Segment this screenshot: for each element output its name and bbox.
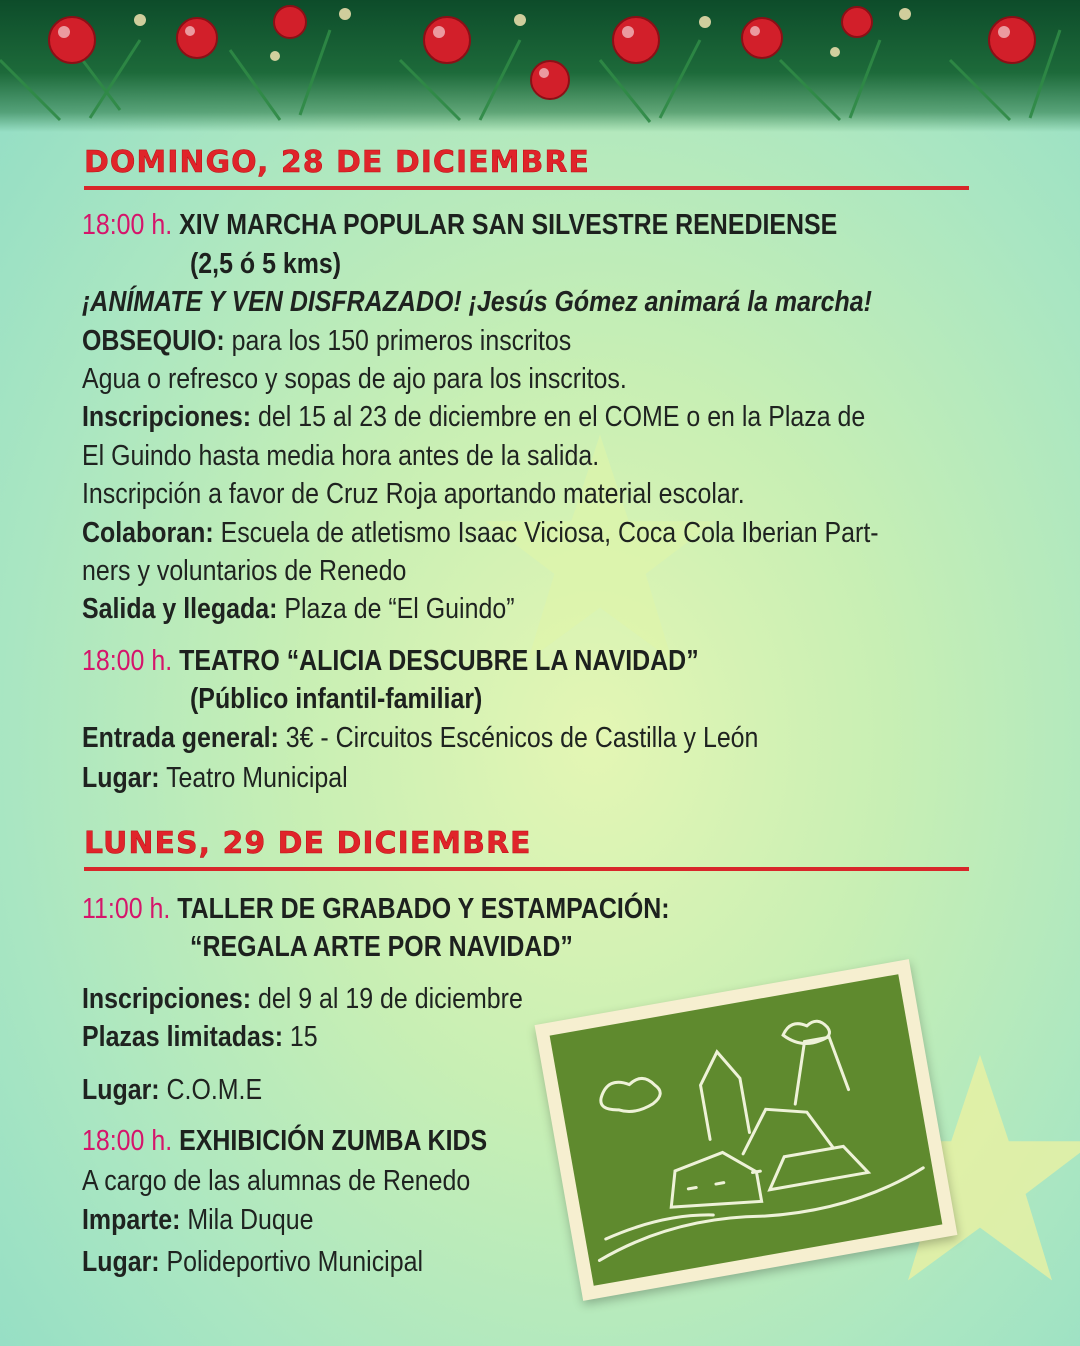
start-finish-label: Salida y llegada: <box>82 593 278 625</box>
event-heading <box>82 1122 487 1160</box>
redcross-line: Inscripción a favor de Cruz Roja aportando material escolar. <box>82 478 745 510</box>
day-title: DOMINGO, 28 DE DICIEMBRE <box>84 145 969 190</box>
event-time: 18:00 h. <box>82 1125 173 1157</box>
collaborators-line <box>82 514 879 552</box>
place-text: Polideportivo Municipal <box>159 1246 423 1278</box>
ornaments-illustration <box>0 0 1080 132</box>
event-subtitle: (Público infantil-familiar) <box>190 683 483 715</box>
event-title: TALLER DE GRABADO Y ESTAMPACIÓN: <box>177 893 670 925</box>
entry-text: 3€ - Circuitos Escénicos de Castilla y León <box>278 722 759 754</box>
entry-label: Entrada general: <box>82 722 279 754</box>
event-time: 11:00 h. <box>82 893 171 925</box>
registration-label: Inscripciones: <box>82 983 252 1015</box>
collaborators-text: Escuela de atletismo Isaac Viciosa, Coca Cola Iberian Part- <box>213 517 879 549</box>
entry-line <box>82 719 758 757</box>
event-title: EXHIBICIÓN ZUMBA KIDS <box>179 1125 488 1157</box>
event-subtitle: “REGALA ARTE POR NAVIDAD” <box>190 931 573 963</box>
day-title: LUNES, 29 DE DICIEMBRE <box>84 826 969 871</box>
place-label: Lugar: <box>82 1246 160 1278</box>
event-time: 18:00 h. <box>82 645 173 677</box>
collaborators-label: Colaboran: <box>82 517 214 549</box>
christmas-garland-banner <box>0 0 1080 132</box>
event-heading <box>82 890 670 928</box>
engraving-village-illustration <box>550 974 943 1286</box>
start-finish-line <box>82 590 515 628</box>
event-slogan: ¡ANÍMATE Y VEN DISFRAZADO! ¡Jesús Gómez animará la marcha! <box>82 286 872 318</box>
event-heading <box>82 206 837 244</box>
day-header-sunday <box>84 145 969 190</box>
place-line <box>82 759 348 797</box>
registration-text: del 15 al 23 de diciembre en el COME o en la Plaza de <box>251 401 866 433</box>
place-label: Lugar: <box>82 1074 160 1106</box>
event-description: A cargo de las alumnas de Renedo <box>82 1165 471 1197</box>
drinks-line: Agua o refresco y sopas de ajo para los inscritos. <box>82 363 627 395</box>
registration-line-continued: El Guindo hasta media hora antes de la salida. <box>82 440 600 472</box>
teacher-text: Mila Duque <box>180 1204 314 1236</box>
seats-label: Plazas limitadas: <box>82 1021 283 1053</box>
gift-line <box>82 322 571 360</box>
place-label: Lugar: <box>82 762 160 794</box>
event-heading <box>82 642 699 680</box>
event-subtitle: (2,5 ó 5 kms) <box>190 248 342 280</box>
registration-line <box>82 398 865 436</box>
place-text: Teatro Municipal <box>159 762 348 794</box>
place-text: C.O.M.E <box>159 1074 263 1106</box>
registration-line <box>82 980 523 1018</box>
gift-label: OBSEQUIO: <box>82 325 225 357</box>
seats-line <box>82 1018 318 1056</box>
teacher-label: Imparte: <box>82 1204 181 1236</box>
place-line <box>82 1243 423 1281</box>
gift-text: para los 150 primeros inscritos <box>224 325 572 357</box>
collaborators-line-continued: ners y voluntarios de Renedo <box>82 555 407 587</box>
place-line <box>82 1071 262 1109</box>
registration-label: Inscripciones: <box>82 401 252 433</box>
seats-text: 15 <box>282 1021 318 1053</box>
event-title: TEATRO “ALICIA DESCUBRE LA NAVIDAD” <box>179 645 699 677</box>
village-engraving-icon <box>550 974 943 1286</box>
start-finish-text: Plaza de “El Guindo” <box>277 593 515 625</box>
day-header-monday <box>84 826 969 871</box>
registration-text: del 9 al 19 de diciembre <box>251 983 523 1015</box>
teacher-line <box>82 1201 313 1239</box>
event-time: 18:00 h. <box>82 209 173 241</box>
event-title: XIV MARCHA POPULAR SAN SILVESTRE RENEDIENSE <box>179 209 838 241</box>
